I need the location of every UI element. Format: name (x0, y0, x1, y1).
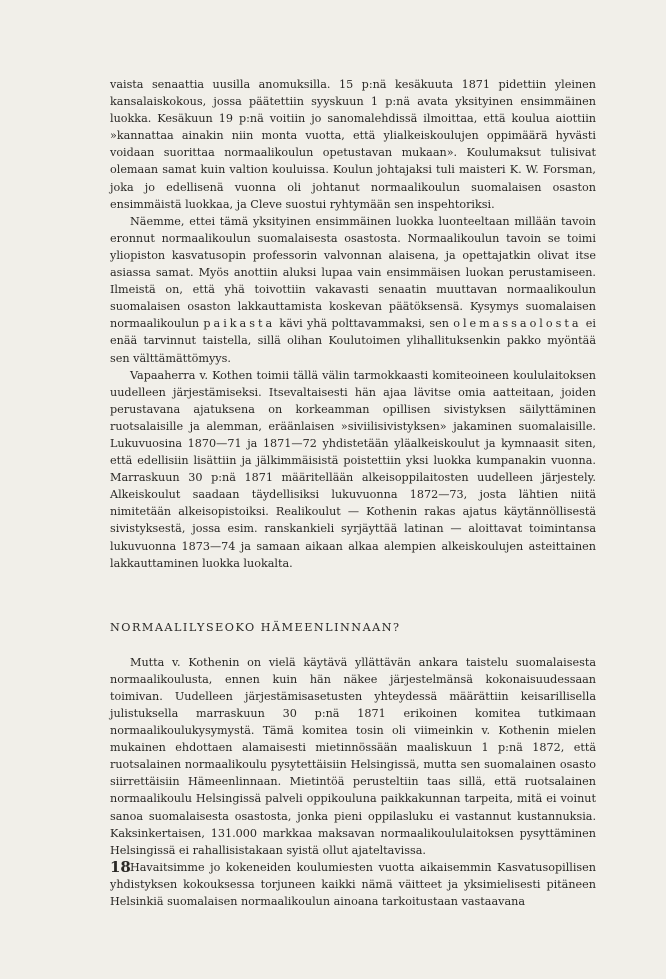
paragraph (110, 76, 596, 213)
paragraph (110, 213, 596, 367)
emphasized-text: olemassaolosta (453, 317, 582, 331)
text-run: Vapaaherra v. Kothen toimii tällä välin tarmokkaasti komiteoineen koululaitoksen uudelleen järjestämiseksi. Itsevaltaisesti hän ajaa lävitse omia aatteitaan, joiden perustavana ajatuksena on korkeamman opillisen sivistyksen säilyttäminen ruotsalaisille ja alemman, eräänlaisen »siviilisivistyksen» jakaminen suomalaisille. Lukuvuosina 1870—71 ja 1871—72 yhdistetään yläalkeiskoulut ja kymnaasit siten, että edellisiin lisättiin ja jälkimmäisistä poistettiin yksi luokka kumpanakin vuonna. Marraskuun 30 p:nä 1871 määritellään alkeisoppilaitosten uudelleen järjestely. Alkeiskoulut saadaan täydellisiksi lukuvuonna 1872—73, josta lähtien niitä nimitetään alkeisopistoiksi. Realikoulut — Kothenin rakas ajatus käytännöllisestä sivistyksestä, jossa esim. ranskankieli syrjäyttää latinan — aloittavat toimintansa lukuvuonna 1873—74 ja samaan aikaan alkaa alempien alkeiskoulujen asteittainen lakkauttaminen luokka luokalta. (110, 368, 596, 570)
text-run: ei enää tarvinnut taistella, sillä olihan Koulutoimen ylihallituksenkin pakko myöntää sen välttämättömyys. (110, 317, 596, 365)
paragraph (110, 654, 596, 859)
text-run: kävi yhä polttavammaksi, sen (275, 317, 454, 331)
emphasized-text: paikasta (203, 317, 276, 331)
text-run: Havaitsimme jo kokeneiden koulumiesten vuotta aikaisemmin Kasvatusopillisen yhdistyksen kokouksessa torjuneen kaikki nämä väitteet ja yksimielisesti pitäneen Helsinkiä suomalaisen normaalikoulun ainoana tarkoitustaan vastaavana (110, 860, 596, 909)
body-text-top (110, 76, 596, 572)
paragraph (110, 367, 596, 572)
section-heading: NORMAALILYSEOKO HÄMEENLINNAAN? (110, 620, 401, 634)
paragraph (110, 859, 596, 910)
text-run: vaista senaattia uusilla anomuksilla. 15 p:nä kesäkuuta 1871 pidettiin yleinen kansalaiskokous, jossa päätettiin syyskuun 1 p:nä avata yksityinen ensimmäinen luokka. Kesäkuun 19 p:nä voitiin jo sanomalehdissä ilmoittaa, että koulua aiottiin »kannattaa ainakin niin monta vuotta, että ylialkeiskoulujen oppimäärä hyvästi voidaan suorittaa normaalikoulun opetustavan mukaan». Koulumaksut tulisivat olemaan samat kuin valtion kouluissa. Koulun johtajaksi tuli maisteri K. W. Forsman, joka jo edellisenä vuonna oli johtanut normaalikoulun suomalaisen osaston ensimmäistä luokkaa, ja Cleve suostui ryhtymään sen inspehtoriksi. (110, 78, 596, 211)
page-number: 18 (110, 858, 131, 876)
body-text-bottom (110, 654, 596, 910)
text-run: Mutta v. Kothenin on vielä käytävä yllättävän ankara taistelu suomalaisesta normaalikoulusta, ennen kuin hän näkee järjestelmänsä kokonaisuudessaan toimivan. Uudelleen järjestämisasetusten yhteydessä määrättiin keisarillisella julistuksella marraskuun 30 p:nä 1871 erikoinen komitea tutkimaan normaalikoulukysymystä. Tämä komitea tosin oli viimeinkin v. Kothenin mielen mukainen ehdottaen alamaisesti mietinnössään maaliskuun 1 p:nä 1872, että ruotsalainen normaalikoulu pysytettäisiin Helsingissä, mutta sen suomalainen osasto siirrettäisiin Hämeenlinnaan. Mietintöä perusteltiin taas sillä, että ruotsalainen normaalikoulu Helsingissä palveli oppikouluna paikkakunnan tarpeita, mitä ei voinut sanoa suomalaisesta osastosta, jonka pieni oppilasluku ei vastannut kustannuksia. Kaksinkertaisen, 131.000 markkaa maksavan normaalikoululaitoksen pysyttäminen Helsingissä ei rahallisistakaan syistä ollut ajateltavissa. (110, 655, 596, 857)
text-run: Näemme, ettei tämä yksityinen ensimmäinen luokka luonteeltaan millään tavoin eronnut normaalikoulun suomalaisesta osastosta. Normaalikoulun tavoin se toimi yliopiston kasvatusopin professorin valvonnan alaisena, ja opettajatkin olivat itse asiassa samat. Myös anottiin aluksi lupaa vain ensimmäisen luokan perustamiseen. Ilmeistä on, että yhä toivottiin vakavasti senaatin muuttavan normaalikoulun suomalaisen osaston lakkauttamista koskevan päätöksensä. Kysymys suomalaisen normaalikoulun (110, 214, 596, 331)
